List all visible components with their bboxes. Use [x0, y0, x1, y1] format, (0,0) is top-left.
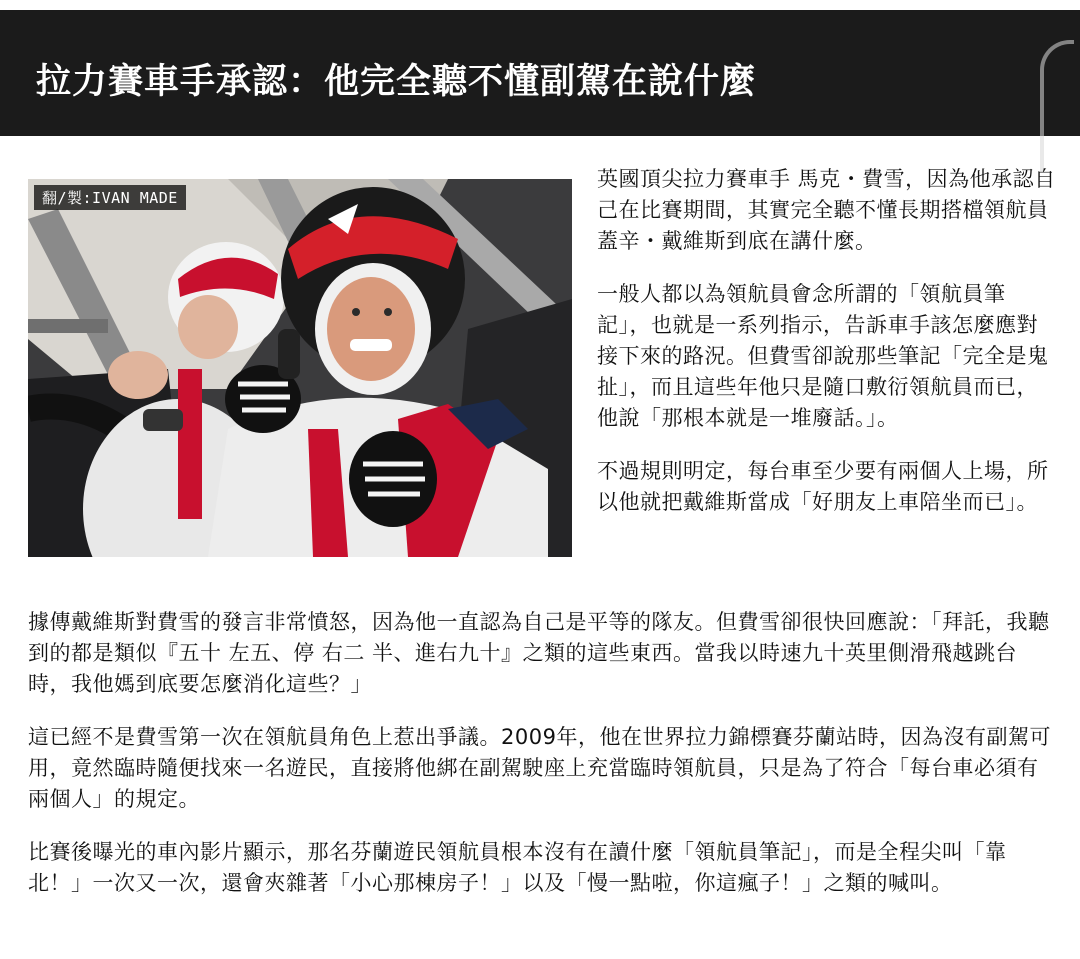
- paragraph: 這已經不是費雪第一次在領航員角色上惹出爭議。2009年，他在世界拉力錦標賽芬蘭站時，因為沒有副駕可用，竟然臨時隨便找來一名遊民，直接將他綁在副駕駛座上充當臨時領航員，只是為了符合「每台車必須有兩個人」的規定。: [28, 725, 1051, 811]
- paragraph: 一般人都以為領航員會念所謂的「領航員筆記」，也就是一系列指示，告訴車手該怎麼應對接下來的路況。但費雪卻說那些筆記「完全是鬼扯」，而且這些年他只是隨口敷衍領航員而已，他說「那根本就是一堆廢話。」。: [597, 282, 1049, 430]
- paragraph: 比賽後曝光的車內影片顯示，那名芬蘭遊民領航員根本沒有在讀什麼「領航員筆記」，而是全程尖叫「靠北！」一次又一次，還會夾雜著「小心那棟房子！」以及「慢一點啦，你這瘋子！」之類的喊叫。: [28, 840, 1007, 895]
- scroll-indicator: [1040, 40, 1074, 172]
- rally-car-photo: [28, 179, 572, 557]
- full-width-text: [28, 607, 1056, 921]
- top-strip: [0, 0, 1080, 10]
- paragraph: 不過規則明定，每台車至少要有兩個人上場，所以他就把戴維斯當成「好朋友上車陪坐而已」。: [597, 459, 1049, 514]
- side-text-column: [597, 164, 1057, 540]
- article-title: 拉力賽車手承認：他完全聽不懂副駕在說什麼: [36, 62, 757, 102]
- paragraph: 英國頂尖拉力賽車手 馬克・費雪，因為他承認自己在比賽期間，其實完全聽不懂長期搭檔領航員蓋辛・戴維斯到底在講什麼。: [597, 167, 1056, 253]
- photo-illustration: [28, 179, 572, 557]
- paragraph: 據傳戴維斯對費雪的發言非常憤怒，因為他一直認為自己是平等的隊友。但費雪卻很快回應說：「拜託，我聽到的都是類似『五十 左五、停 右二 半、進右九十』之類的這些東西。當我以時速九十英里側滑飛越跳台時，我他媽到底要怎麼消化這些？」: [28, 610, 1050, 696]
- title-banner: [0, 10, 1080, 136]
- image-watermark: 翻/製:IVAN MADE: [34, 185, 186, 210]
